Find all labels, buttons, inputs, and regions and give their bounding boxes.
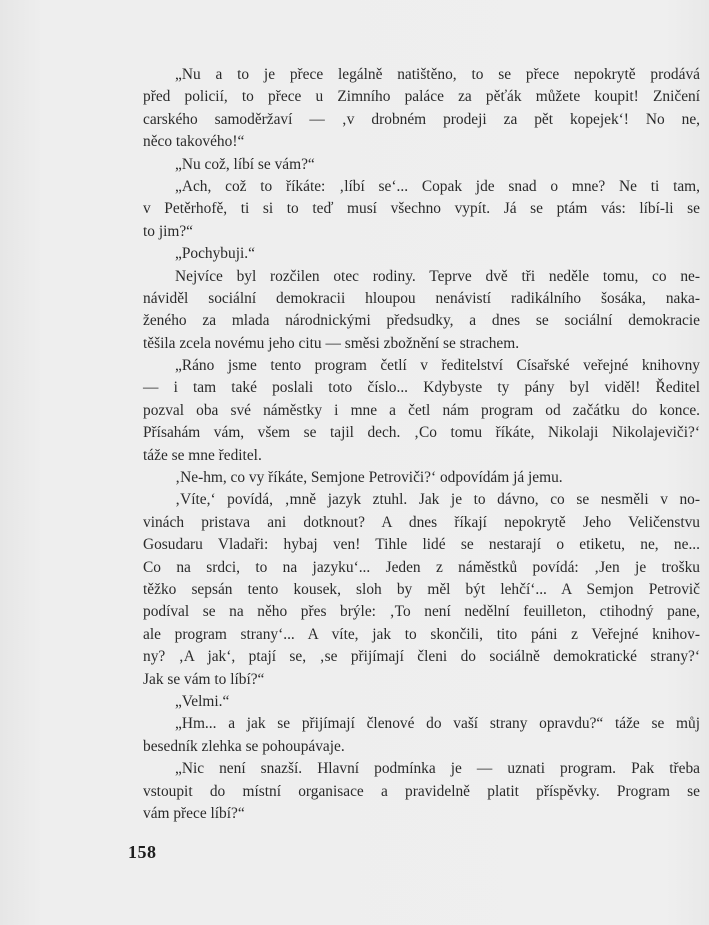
text-line: „Ráno jsme tento program četlí v ředitelství Císařské veřejné knihovny: [175, 357, 700, 375]
text-line: ny? ‚A jak‘, ptají se, ‚se přijímají členi do sociálně demokratické strany?‘: [143, 648, 700, 666]
text-line: „Pochybuji.“: [175, 245, 255, 263]
page-number: 158: [128, 842, 157, 862]
text-line: „Nu a to je přece legálně natištěno, to se přece nepokrytě prodává: [175, 66, 700, 83]
text-line: Co na srdci, to na jazyku‘... Jeden z náměstků povídá: ‚Jen je trošku: [143, 558, 700, 576]
text-line: Nejvíce byl rozčilen otec rodiny. Teprve dvě tři neděle tomu, co ne-: [175, 267, 700, 285]
text-line: carského samoděržaví — ‚v drobném prodeji za pět kopejek‘! No ne,: [143, 110, 700, 128]
text-line: to jim?“: [143, 222, 194, 240]
text-line: ‚Ne-hm, co vy říkáte, Semjone Petroviči?‘ odpovídám já jemu.: [175, 469, 563, 487]
text-line: náviděl sociální demokracii hloupou nenávistí radikálního šosáka, naka-: [143, 289, 700, 307]
text-line: „Nu což, líbí se vám?“: [175, 155, 315, 173]
text-line: Jak se vám to líbí?“: [143, 670, 265, 688]
text-line: ženého za mlada národnickými předsudky, a dnes se sociální demokracie: [143, 312, 700, 330]
text-line: Gosudaru Vladaři: hybaj ven! Tihle lidé se nestarají o etiketu, ne, ne...: [143, 536, 700, 554]
text-line: ‚Víte,‘ povídá, ‚mně jazyk ztuhl. Jak je to dávno, co se nesměli v no-: [175, 491, 700, 509]
text-line: besedník zlehka se pohoupávaje.: [143, 737, 345, 755]
text-line: vám přece líbí?“: [143, 804, 245, 822]
text-line: těžko sepsán tento kousek, sloh by měl být lehčí‘... A Semjon Petrovič: [143, 580, 700, 598]
text-line: „Velmi.“: [175, 692, 230, 710]
text-line: ale program strany‘... A víte, jak to skončili, tito páni z Veřejné knihov-: [143, 625, 700, 643]
text-line: před policií, to přece u Zimního paláce za pěťák můžete koupit! Zničení: [143, 88, 700, 106]
text-line: „Nic není snazší. Hlavní podmínka je — uznati program. Pak třeba: [175, 760, 700, 778]
body-text: [143, 64, 700, 825]
text-line: táže se mne ředitel.: [143, 446, 262, 464]
text-line: v Petěrhofě, ti si to teď musí všechno vypít. Já se ptám vás: líbí-li se: [143, 200, 700, 218]
text-line: Přísahám vám, všem se tajil dech. ‚Co tomu říkáte, Nikolaji Nikolajeviči?‘: [143, 424, 700, 442]
text-line: vstoupit do místní organisace a pravidelně platit příspěvky. Program se: [143, 782, 700, 800]
text-line: podíval se na něho přes brýle: ‚To není nedělní feuilleton, ctihodný pane,: [143, 603, 700, 621]
text-line: — i tam také poslali toto číslo... Kdybyste ty pány byl viděl! Ředitel: [143, 379, 700, 397]
text-line: „Ach, což to říkáte: ‚líbí se‘... Copak jde snad o mne? Ne ti tam,: [175, 177, 700, 195]
text-line: těšila zcela novému jeho citu — směsi zbožnění se strachem.: [143, 334, 520, 352]
text-line: „Hm... a jak se přijímají členové do vaší strany opravdu?“ táže se můj: [175, 715, 700, 733]
text-line: pozval oba své náměstky i mne a četl nám program od začátku do konce.: [143, 401, 700, 419]
text-line: něco takového!“: [143, 133, 245, 151]
text-line: vinách pristava ani dotknout? A dnes říkají nepokrytě Jeho Veličenstvu: [143, 513, 700, 531]
